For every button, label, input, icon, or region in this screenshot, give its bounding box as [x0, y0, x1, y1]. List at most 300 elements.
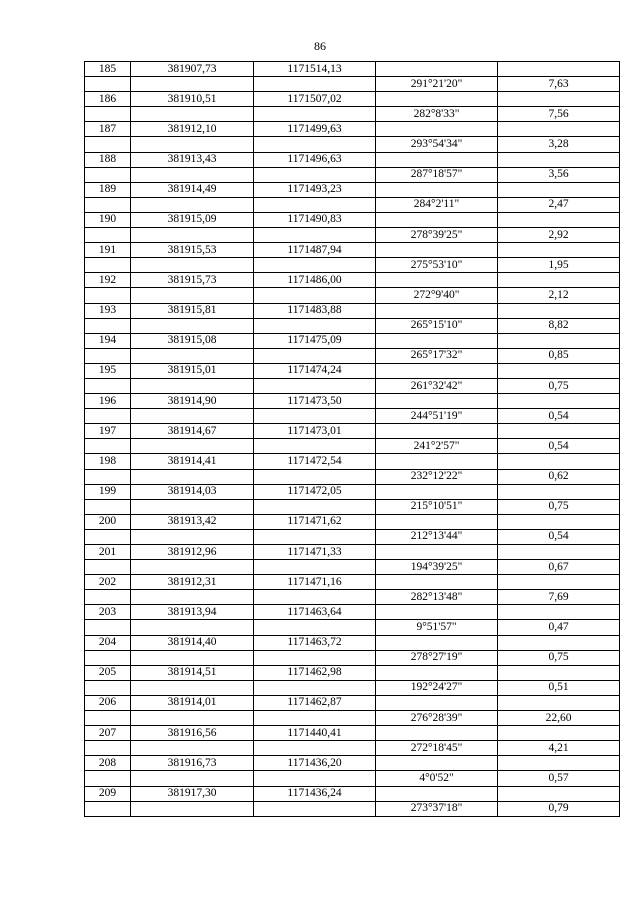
segment-row: [85, 741, 620, 756]
empty-cell: [254, 620, 376, 635]
empty-cell: [85, 711, 131, 726]
direction-angle-cell: 291°21'20": [376, 77, 498, 92]
empty-cell: [376, 212, 498, 227]
point-row: [85, 786, 620, 801]
empty-cell: [131, 499, 254, 514]
empty-cell: [498, 394, 620, 409]
empty-cell: [498, 273, 620, 288]
point-row: [85, 545, 620, 560]
empty-cell: [254, 77, 376, 92]
direction-angle-cell: 276°28'39": [376, 711, 498, 726]
empty-cell: [498, 695, 620, 710]
empty-cell: [376, 605, 498, 620]
point-id-cell: 208: [85, 756, 131, 771]
empty-cell: [254, 258, 376, 273]
empty-cell: [376, 394, 498, 409]
point-row: [85, 122, 620, 137]
x-coordinate-cell: 381917,30: [131, 786, 254, 801]
empty-cell: [85, 439, 131, 454]
point-id-cell: 193: [85, 303, 131, 318]
empty-cell: [131, 107, 254, 122]
distance-cell: 0,75: [498, 378, 620, 393]
empty-cell: [85, 77, 131, 92]
empty-cell: [498, 92, 620, 107]
empty-cell: [131, 167, 254, 182]
empty-cell: [498, 122, 620, 137]
direction-angle-cell: 293°54'34": [376, 137, 498, 152]
empty-cell: [376, 726, 498, 741]
x-coordinate-cell: 381915,53: [131, 243, 254, 258]
segment-row: [85, 801, 620, 816]
x-coordinate-cell: 381915,81: [131, 303, 254, 318]
empty-cell: [254, 469, 376, 484]
direction-angle-cell: 194°39'25": [376, 560, 498, 575]
direction-angle-cell: 272°9'40": [376, 288, 498, 303]
empty-cell: [85, 469, 131, 484]
empty-cell: [254, 801, 376, 816]
x-coordinate-cell: 381914,51: [131, 665, 254, 680]
y-coordinate-cell: 1171493,23: [254, 182, 376, 197]
point-row: [85, 454, 620, 469]
distance-cell: 3,56: [498, 167, 620, 182]
distance-cell: 0,75: [498, 650, 620, 665]
x-coordinate-cell: 381912,10: [131, 122, 254, 137]
point-row: [85, 92, 620, 107]
empty-cell: [254, 650, 376, 665]
empty-cell: [254, 409, 376, 424]
empty-cell: [131, 711, 254, 726]
point-row: [85, 756, 620, 771]
point-row: [85, 212, 620, 227]
direction-angle-cell: 287°18'57": [376, 167, 498, 182]
empty-cell: [131, 529, 254, 544]
page-number: 86: [314, 39, 326, 53]
empty-cell: [376, 273, 498, 288]
segment-row: [85, 590, 620, 605]
segment-row: [85, 499, 620, 514]
direction-angle-cell: 284°2'11": [376, 197, 498, 212]
empty-cell: [131, 801, 254, 816]
x-coordinate-cell: 381915,73: [131, 273, 254, 288]
distance-cell: 0,51: [498, 680, 620, 695]
point-id-cell: 186: [85, 92, 131, 107]
segment-row: [85, 529, 620, 544]
point-id-cell: 189: [85, 182, 131, 197]
point-row: [85, 303, 620, 318]
y-coordinate-cell: 1171487,94: [254, 243, 376, 258]
x-coordinate-cell: 381914,03: [131, 484, 254, 499]
segment-row: [85, 680, 620, 695]
y-coordinate-cell: 1171474,24: [254, 363, 376, 378]
segment-row: [85, 167, 620, 182]
point-id-cell: 188: [85, 152, 131, 167]
empty-cell: [498, 484, 620, 499]
empty-cell: [498, 605, 620, 620]
empty-cell: [85, 167, 131, 182]
distance-cell: 3,28: [498, 137, 620, 152]
empty-cell: [498, 545, 620, 560]
y-coordinate-cell: 1171483,88: [254, 303, 376, 318]
x-coordinate-cell: 381914,40: [131, 635, 254, 650]
point-id-cell: 191: [85, 243, 131, 258]
empty-cell: [85, 378, 131, 393]
y-coordinate-cell: 1171462,98: [254, 665, 376, 680]
empty-cell: [254, 288, 376, 303]
x-coordinate-cell: 381914,90: [131, 394, 254, 409]
empty-cell: [376, 333, 498, 348]
point-id-cell: 204: [85, 635, 131, 650]
empty-cell: [85, 409, 131, 424]
distance-cell: 8,82: [498, 318, 620, 333]
empty-cell: [498, 303, 620, 318]
segment-row: [85, 560, 620, 575]
point-row: [85, 575, 620, 590]
empty-cell: [498, 424, 620, 439]
empty-cell: [498, 243, 620, 258]
distance-cell: 22,60: [498, 711, 620, 726]
direction-angle-cell: 192°24'27": [376, 680, 498, 695]
y-coordinate-cell: 1171471,16: [254, 575, 376, 590]
empty-cell: [498, 514, 620, 529]
distance-cell: 2,47: [498, 197, 620, 212]
segment-row: [85, 409, 620, 424]
empty-cell: [131, 288, 254, 303]
empty-cell: [254, 680, 376, 695]
point-row: [85, 424, 620, 439]
empty-cell: [131, 348, 254, 363]
x-coordinate-cell: 381914,49: [131, 182, 254, 197]
segment-row: [85, 439, 620, 454]
segment-row: [85, 378, 620, 393]
empty-cell: [254, 741, 376, 756]
x-coordinate-cell: 381914,67: [131, 424, 254, 439]
x-coordinate-cell: 381913,43: [131, 152, 254, 167]
y-coordinate-cell: 1171486,00: [254, 273, 376, 288]
coordinates-table: [84, 61, 620, 817]
segment-row: [85, 348, 620, 363]
empty-cell: [376, 635, 498, 650]
segment-row: [85, 711, 620, 726]
distance-cell: 0,47: [498, 620, 620, 635]
empty-cell: [254, 771, 376, 786]
empty-cell: [498, 756, 620, 771]
coordinates-table-body: [85, 62, 620, 817]
empty-cell: [85, 620, 131, 635]
empty-cell: [85, 228, 131, 243]
y-coordinate-cell: 1171440,41: [254, 726, 376, 741]
point-row: [85, 333, 620, 348]
x-coordinate-cell: 381916,73: [131, 756, 254, 771]
point-id-cell: 196: [85, 394, 131, 409]
segment-row: [85, 771, 620, 786]
point-row: [85, 605, 620, 620]
empty-cell: [376, 303, 498, 318]
y-coordinate-cell: 1171463,72: [254, 635, 376, 650]
x-coordinate-cell: 381912,31: [131, 575, 254, 590]
empty-cell: [498, 786, 620, 801]
empty-cell: [498, 152, 620, 167]
empty-cell: [85, 197, 131, 212]
empty-cell: [498, 62, 620, 77]
distance-cell: 4,21: [498, 741, 620, 756]
distance-cell: 0,57: [498, 771, 620, 786]
segment-row: [85, 258, 620, 273]
y-coordinate-cell: 1171436,24: [254, 786, 376, 801]
y-coordinate-cell: 1171471,33: [254, 545, 376, 560]
empty-cell: [376, 243, 498, 258]
segment-row: [85, 318, 620, 333]
empty-cell: [254, 228, 376, 243]
segment-row: [85, 469, 620, 484]
empty-cell: [376, 695, 498, 710]
empty-cell: [131, 439, 254, 454]
point-row: [85, 635, 620, 650]
empty-cell: [85, 258, 131, 273]
direction-angle-cell: 265°15'10": [376, 318, 498, 333]
y-coordinate-cell: 1171436,20: [254, 756, 376, 771]
distance-cell: 7,69: [498, 590, 620, 605]
y-coordinate-cell: 1171475,09: [254, 333, 376, 348]
empty-cell: [85, 499, 131, 514]
point-row: [85, 394, 620, 409]
point-row: [85, 152, 620, 167]
empty-cell: [85, 560, 131, 575]
empty-cell: [498, 182, 620, 197]
point-row: [85, 62, 620, 77]
y-coordinate-cell: 1171471,62: [254, 514, 376, 529]
x-coordinate-cell: 381910,51: [131, 92, 254, 107]
x-coordinate-cell: 381912,96: [131, 545, 254, 560]
empty-cell: [376, 575, 498, 590]
empty-cell: [131, 378, 254, 393]
direction-angle-cell: 244°51'19": [376, 409, 498, 424]
point-id-cell: 195: [85, 363, 131, 378]
y-coordinate-cell: 1171473,01: [254, 424, 376, 439]
empty-cell: [376, 665, 498, 680]
empty-cell: [131, 590, 254, 605]
empty-cell: [254, 439, 376, 454]
empty-cell: [85, 650, 131, 665]
empty-cell: [254, 529, 376, 544]
point-row: [85, 273, 620, 288]
direction-angle-cell: 278°39'25": [376, 228, 498, 243]
empty-cell: [498, 575, 620, 590]
direction-angle-cell: 272°18'45": [376, 741, 498, 756]
y-coordinate-cell: 1171463,64: [254, 605, 376, 620]
y-coordinate-cell: 1171496,63: [254, 152, 376, 167]
direction-angle-cell: 9°51'57": [376, 620, 498, 635]
direction-angle-cell: 241°2'57": [376, 439, 498, 454]
empty-cell: [131, 137, 254, 152]
empty-cell: [131, 258, 254, 273]
empty-cell: [254, 197, 376, 212]
empty-cell: [376, 514, 498, 529]
empty-cell: [376, 152, 498, 167]
empty-cell: [254, 137, 376, 152]
distance-cell: 1,95: [498, 258, 620, 273]
y-coordinate-cell: 1171507,02: [254, 92, 376, 107]
x-coordinate-cell: 381915,01: [131, 363, 254, 378]
empty-cell: [85, 137, 131, 152]
direction-angle-cell: 282°13'48": [376, 590, 498, 605]
empty-cell: [254, 167, 376, 182]
empty-cell: [376, 62, 498, 77]
empty-cell: [498, 454, 620, 469]
empty-cell: [85, 107, 131, 122]
distance-cell: 2,92: [498, 228, 620, 243]
empty-cell: [376, 756, 498, 771]
point-id-cell: 198: [85, 454, 131, 469]
point-row: [85, 182, 620, 197]
distance-cell: 2,12: [498, 288, 620, 303]
distance-cell: 0,54: [498, 409, 620, 424]
x-coordinate-cell: 381913,42: [131, 514, 254, 529]
distance-cell: 7,56: [498, 107, 620, 122]
empty-cell: [254, 348, 376, 363]
distance-cell: 0,85: [498, 348, 620, 363]
empty-cell: [254, 107, 376, 122]
distance-cell: 0,75: [498, 499, 620, 514]
empty-cell: [85, 741, 131, 756]
direction-angle-cell: 265°17'32": [376, 348, 498, 363]
segment-row: [85, 620, 620, 635]
point-row: [85, 243, 620, 258]
empty-cell: [131, 469, 254, 484]
segment-row: [85, 107, 620, 122]
empty-cell: [498, 635, 620, 650]
point-id-cell: 194: [85, 333, 131, 348]
x-coordinate-cell: 381914,01: [131, 695, 254, 710]
direction-angle-cell: 282°8'33": [376, 107, 498, 122]
empty-cell: [254, 590, 376, 605]
empty-cell: [131, 318, 254, 333]
empty-cell: [85, 318, 131, 333]
point-id-cell: 197: [85, 424, 131, 439]
empty-cell: [376, 182, 498, 197]
empty-cell: [131, 620, 254, 635]
x-coordinate-cell: 381914,41: [131, 454, 254, 469]
empty-cell: [85, 680, 131, 695]
segment-row: [85, 197, 620, 212]
y-coordinate-cell: 1171462,87: [254, 695, 376, 710]
y-coordinate-cell: 1171472,05: [254, 484, 376, 499]
empty-cell: [376, 92, 498, 107]
x-coordinate-cell: 381915,08: [131, 333, 254, 348]
empty-cell: [254, 499, 376, 514]
empty-cell: [85, 529, 131, 544]
y-coordinate-cell: 1171499,63: [254, 122, 376, 137]
empty-cell: [131, 409, 254, 424]
distance-cell: 0,54: [498, 439, 620, 454]
point-id-cell: 192: [85, 273, 131, 288]
empty-cell: [254, 711, 376, 726]
direction-angle-cell: 232°12'22": [376, 469, 498, 484]
empty-cell: [85, 590, 131, 605]
empty-cell: [498, 333, 620, 348]
point-row: [85, 363, 620, 378]
point-id-cell: 209: [85, 786, 131, 801]
empty-cell: [498, 665, 620, 680]
point-row: [85, 484, 620, 499]
empty-cell: [131, 741, 254, 756]
y-coordinate-cell: 1171472,54: [254, 454, 376, 469]
x-coordinate-cell: 381916,56: [131, 726, 254, 741]
direction-angle-cell: 278°27'19": [376, 650, 498, 665]
empty-cell: [498, 363, 620, 378]
empty-cell: [85, 288, 131, 303]
direction-angle-cell: 4°0'52": [376, 771, 498, 786]
x-coordinate-cell: 381913,94: [131, 605, 254, 620]
empty-cell: [376, 484, 498, 499]
empty-cell: [498, 726, 620, 741]
point-row: [85, 514, 620, 529]
empty-cell: [85, 348, 131, 363]
point-row: [85, 726, 620, 741]
empty-cell: [376, 786, 498, 801]
empty-cell: [376, 545, 498, 560]
direction-angle-cell: 275°53'10": [376, 258, 498, 273]
point-id-cell: 207: [85, 726, 131, 741]
empty-cell: [131, 680, 254, 695]
distance-cell: 0,62: [498, 469, 620, 484]
distance-cell: 0,54: [498, 529, 620, 544]
x-coordinate-cell: 381907,73: [131, 62, 254, 77]
direction-angle-cell: 273°37'18": [376, 801, 498, 816]
point-id-cell: 185: [85, 62, 131, 77]
empty-cell: [376, 363, 498, 378]
empty-cell: [85, 801, 131, 816]
distance-cell: 0,79: [498, 801, 620, 816]
point-id-cell: 202: [85, 575, 131, 590]
point-id-cell: 206: [85, 695, 131, 710]
segment-row: [85, 228, 620, 243]
y-coordinate-cell: 1171473,50: [254, 394, 376, 409]
segment-row: [85, 288, 620, 303]
empty-cell: [376, 454, 498, 469]
empty-cell: [254, 378, 376, 393]
direction-angle-cell: 212°13'44": [376, 529, 498, 544]
empty-cell: [131, 771, 254, 786]
point-id-cell: 199: [85, 484, 131, 499]
y-coordinate-cell: 1171490,83: [254, 212, 376, 227]
point-id-cell: 200: [85, 514, 131, 529]
empty-cell: [131, 650, 254, 665]
empty-cell: [376, 122, 498, 137]
empty-cell: [254, 318, 376, 333]
point-id-cell: 205: [85, 665, 131, 680]
direction-angle-cell: 261°32'42": [376, 378, 498, 393]
empty-cell: [131, 228, 254, 243]
y-coordinate-cell: 1171514,13: [254, 62, 376, 77]
segment-row: [85, 77, 620, 92]
distance-cell: 7,63: [498, 77, 620, 92]
segment-row: [85, 650, 620, 665]
empty-cell: [131, 197, 254, 212]
point-id-cell: 203: [85, 605, 131, 620]
point-id-cell: 187: [85, 122, 131, 137]
point-row: [85, 665, 620, 680]
empty-cell: [131, 560, 254, 575]
segment-row: [85, 137, 620, 152]
empty-cell: [254, 560, 376, 575]
point-id-cell: 201: [85, 545, 131, 560]
empty-cell: [498, 212, 620, 227]
point-id-cell: 190: [85, 212, 131, 227]
point-row: [85, 695, 620, 710]
empty-cell: [85, 771, 131, 786]
direction-angle-cell: 215°10'51": [376, 499, 498, 514]
empty-cell: [376, 424, 498, 439]
